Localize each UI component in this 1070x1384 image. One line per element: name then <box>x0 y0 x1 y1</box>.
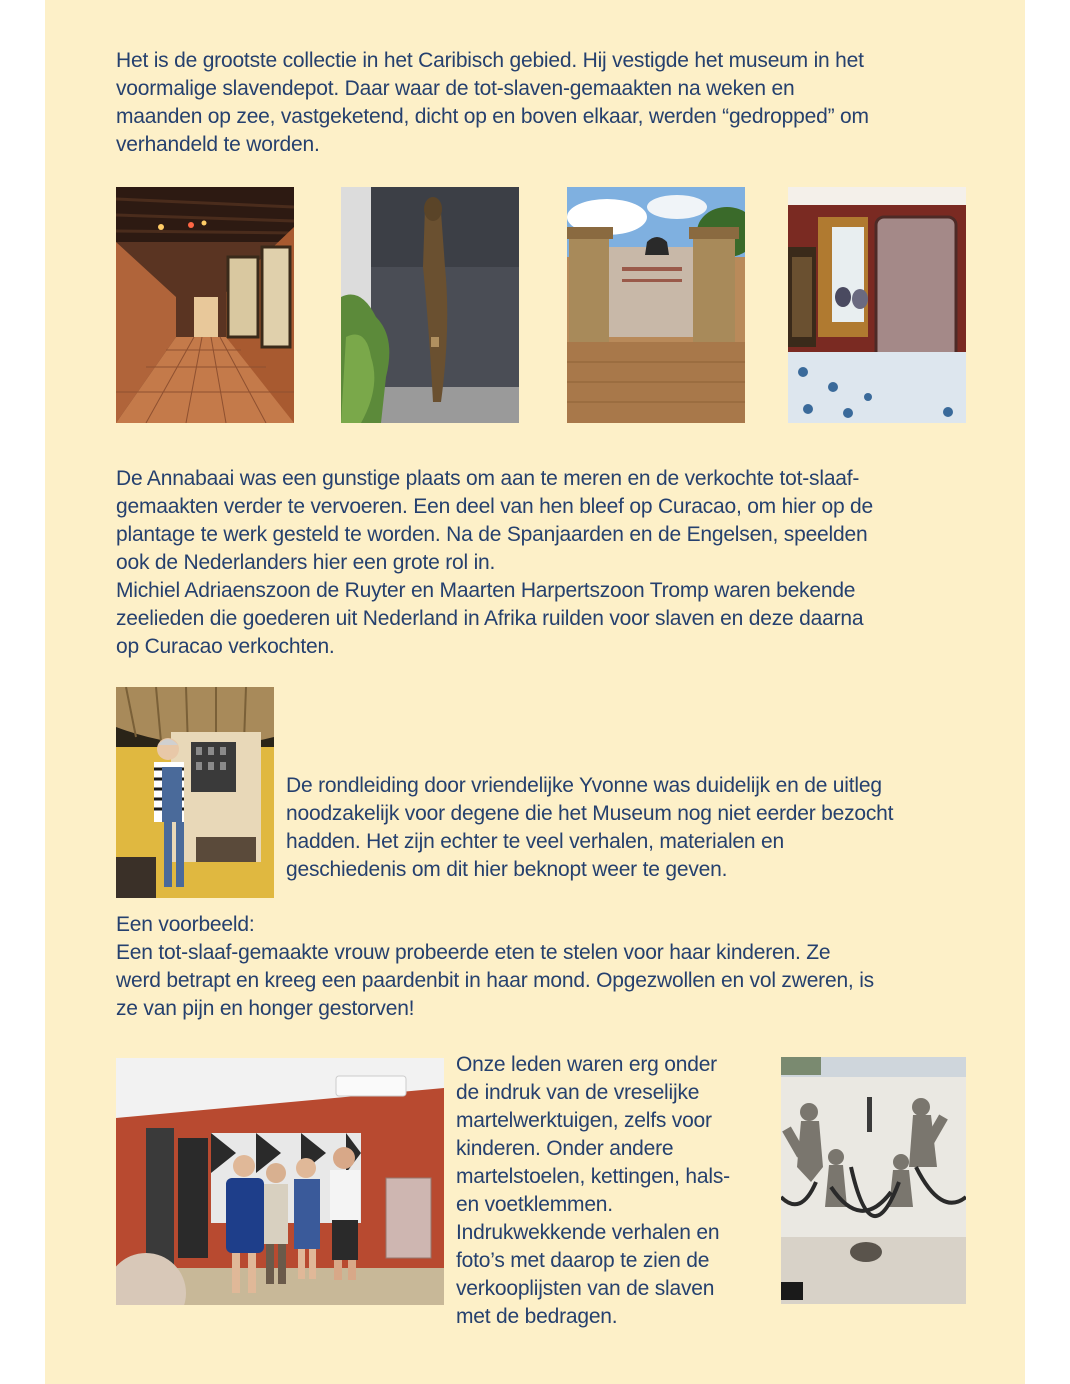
display-case-photo <box>788 187 966 423</box>
intro-paragraph: Het is de grootste collectie in het Caribisch gebied. Hij vestigde het museum in het voormalige slavendepot. Daar waar de tot-slaven-gemaakten na weken en maanden op zee, vastgeketend, dicht op en boven elkaar, werden “gedropped” om verhandeld te worden. <box>116 49 869 156</box>
chained-sculpture-photo <box>781 1057 966 1304</box>
leden-paragraph: Onze leden waren erg onder de indruk van de vreselijke martelwerktuigen, zelfs voor kinderen. Onder andere martelstoelen, kettingen, hals- en voetklemmen. Indrukwekkende verhalen en foto’s met daarop te zien de verkooplijsten van de slaven met de bedragen. <box>456 1053 730 1328</box>
group-tour-photo <box>116 1058 444 1305</box>
voorbeeld-paragraph: Een voorbeeld: Een tot-slaaf-gemaakte vrouw probeerde eten te stelen voor haar kinderen. Ze werd betrapt en kreeg een paardenbit in haar mond. Opgezwollen en vol zweren, is ze van pijn en honger gestorven! <box>116 913 874 1020</box>
bell-wall-photo <box>567 187 745 423</box>
annabaai-paragraph: De Annabaai was een gunstige plaats om aan te meren en de verkochte tot-slaaf- gemaakten verder te vervoeren. Een deel van hen bleef op Curacao, om hier op de plantage te werk gesteld te worden. Na de Spanjaarden en de Engelsen, speelden ook de Nederlanders hier een grote rol in. Michiel Adriaenszoon de Ruyter en Maarten Harpertszoon Tromp waren bekende zeelieden die goederen uit Nederland in Afrika ruilden voor slaven en deze daarna op Curacao verkochten. <box>116 467 874 658</box>
guide-yvonne-photo <box>116 687 274 898</box>
rondleiding-paragraph: De rondleiding door vriendelijke Yvonne was duidelijk en de uitleg noodzakelijk voor degene die het Museum nog niet eerder bezocht hadden. Het zijn echter te veel verhalen, materialen en geschiedenis om dit hier beknopt weer te geven. <box>286 774 894 881</box>
museum-corridor-photo <box>116 187 294 423</box>
wooden-statue-photo <box>341 187 519 423</box>
